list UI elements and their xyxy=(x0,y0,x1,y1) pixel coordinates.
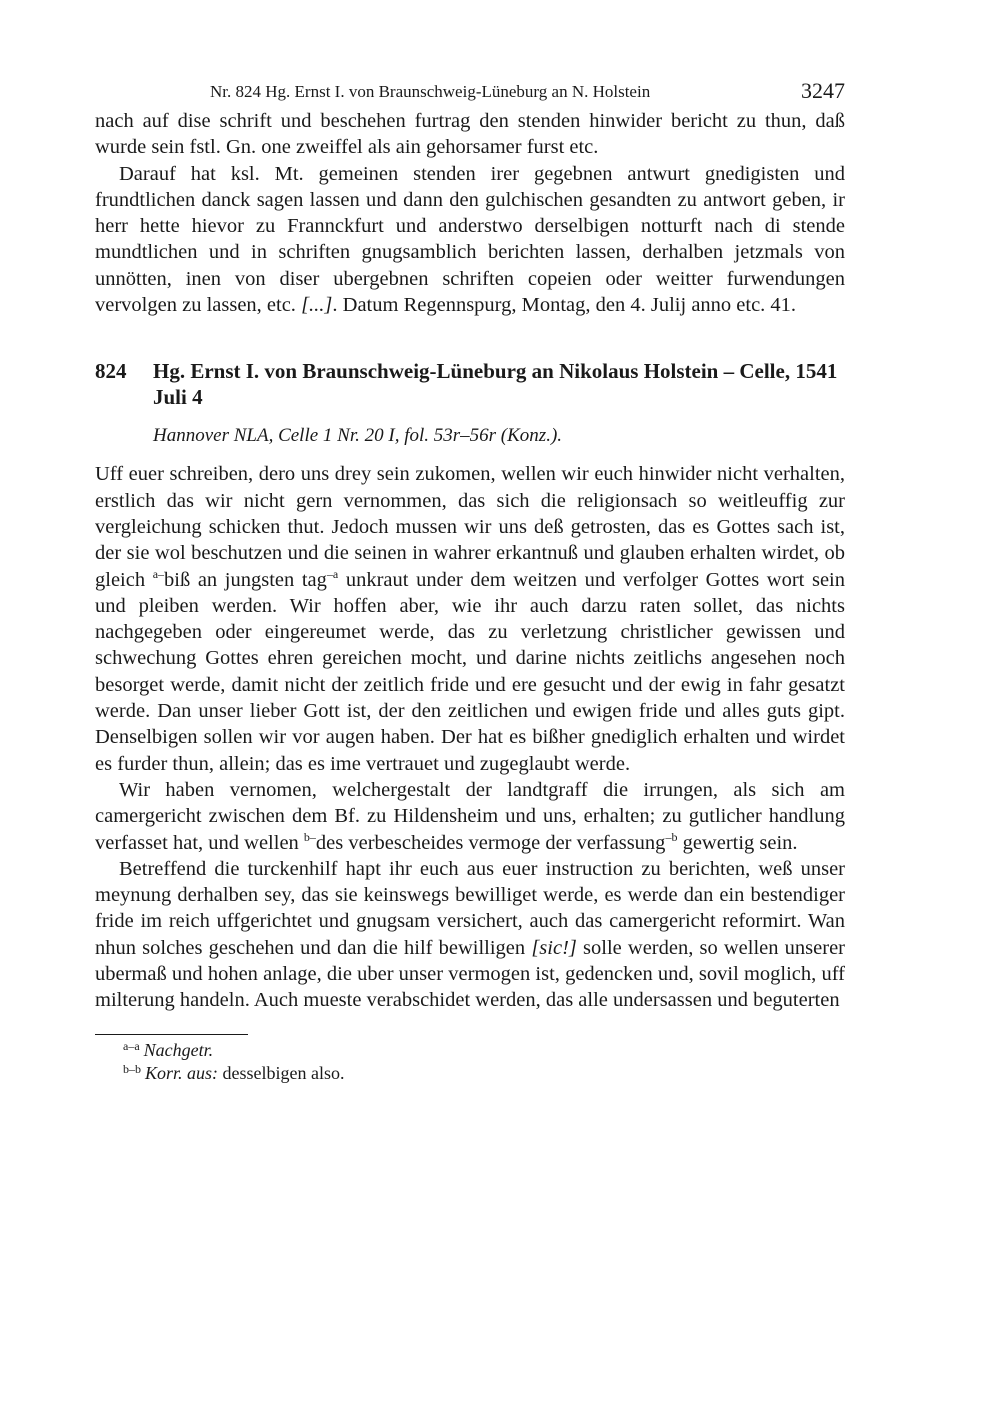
footnote-mark: a– xyxy=(152,566,165,581)
document-heading xyxy=(95,358,845,410)
document-title: Hg. Ernst I. von Braunschweig-Lüneburg an Nikolaus Holstein – Celle, 1541 Juli 4 xyxy=(153,359,838,410)
footnotes xyxy=(95,1039,845,1085)
text: solle werden, so wellen unserer ubermaß und hohen anlage, die uber unser vermogen ist, gedencken und, sovil moglich, uff milterung handeln. Auch mueste verabschidet werden, das alle undersassen und beguterten xyxy=(95,936,845,1012)
footnote-divider xyxy=(95,1034,248,1035)
text: Wir haben vernomen, welchergestalt der landtgraff die irrungen, als sich am camergericht zwischen dem Bf. zu Hildensheim und uns, erhalten; zu gutlicher handlung verfasset hat, und wellen xyxy=(95,778,845,854)
running-head xyxy=(95,78,845,108)
omission-mark: [...] xyxy=(301,294,333,317)
footnote xyxy=(123,1039,845,1062)
paragraph: nach auf dise schrift und beschehen furtrag den stenden hinwider bericht zu thun, daß wurde sein fstl. Gn. one zweiffel als ain gehorsamer furst etc. xyxy=(95,110,845,159)
text: des verbescheides vermoge der verfassung xyxy=(315,831,666,854)
footnote-mark: b– xyxy=(303,829,316,844)
footnote-text: desselbigen also. xyxy=(218,1062,345,1083)
footnote-mark: –a xyxy=(326,566,339,581)
archival-source: Hannover NLA, Celle 1 Nr. 20 I, fol. 53r–56r (Konz.). xyxy=(153,425,563,447)
paragraph xyxy=(95,856,845,1014)
text: unkraut under dem weitzen und verfolger Gottes wort sein und pleiben werden. Wir hoffen aber, wie ihr auch darzu raten sollet, das nichts nachgegeben oder eingereumet werde, das zu verletzung christlicher gewissen und schwechung Gottes ehren gereichen mocht, und darine nichts zeitlichs angesehen noch besorget werde, damit nicht der zeitlich fride und ere gesucht und der ewig in fahr gesatzt werde. Dan unser lieber Gott ist, der den zeitlichen und ewigen fride und alles guts gipt. Denselbigen sollen wir vor augen haben. Der hat es bißher gnediglich erhalten und wirdet es furder thun, allein; das es ime vertrauet und zugeglaubt werde. xyxy=(95,568,846,775)
paragraph xyxy=(95,461,845,777)
footnote-mark: b–b xyxy=(123,1061,141,1076)
document-body xyxy=(95,461,845,1013)
previous-document-continuation xyxy=(95,108,845,318)
page-number: 3247 xyxy=(801,78,845,103)
text: . Datum Regennspurg, Montag, den 4. Julij anno etc. 41. xyxy=(332,294,797,317)
text: Uff euer schreiben, dero uns drey sein zukomen, wellen wir euch hinwider nicht verhalten, erstlich das wir nicht gern vernommen, das sich die religionsach so weitleuffig zur vergleichung schicken thut. Jedoch mussen wir uns deß getrosten, das es Gottes sach ist, der sie wol beschutzen und die seinen in wahrer erkantnuß und glauben erhalten wirdet, ob gleich xyxy=(95,463,845,591)
footnote-italic: Nachgetr. xyxy=(143,1039,214,1060)
footnote xyxy=(123,1062,845,1085)
footnote-mark: a–a xyxy=(123,1038,140,1053)
text: Betreffend die turckenhilf hapt ihr euch aus euer instruction zu berichten, weß unser meynung derhalben sey, das sie keinswegs bewilliget werde, es werde dan ein bestendiger fride im reich uffgerichtet und gnugsam versichert, auch das camergericht reformirt. Wan nhun solches geschehen und dan die hilf bewilligen xyxy=(95,857,845,959)
document-page xyxy=(95,78,845,1085)
running-head-title: Nr. 824 Hg. Ernst I. von Braunschweig-Lüneburg an N. Holstein xyxy=(210,82,651,101)
footnote-italic: Korr. aus: xyxy=(145,1062,219,1083)
paragraph xyxy=(95,161,845,319)
document-number: 824 xyxy=(95,359,127,384)
paragraph xyxy=(95,777,845,856)
footnote-mark: –b xyxy=(665,829,678,844)
editorial-sic: [sic!] xyxy=(531,936,577,959)
text: gewertig sein. xyxy=(677,831,798,854)
text: Darauf hat ksl. Mt. gemeinen stenden irer gegebnen antwurt gnedigisten und frundtlichen danck sagen lassen und dann den gulchischen gesandten zu antwort geben, ir herr hette hievor zu Frannckfurt und anderstwo derselbigen notturft nach di stende mundtlichen und in schriften gnugsamblich berichten lassen, derhalben jetzmals von unnötten, inen von diser ubergebnen schriften copeien oder weitter furwendungen vervolgen zu lassen, etc. xyxy=(95,162,845,317)
text: biß an jungsten tag xyxy=(164,568,327,591)
